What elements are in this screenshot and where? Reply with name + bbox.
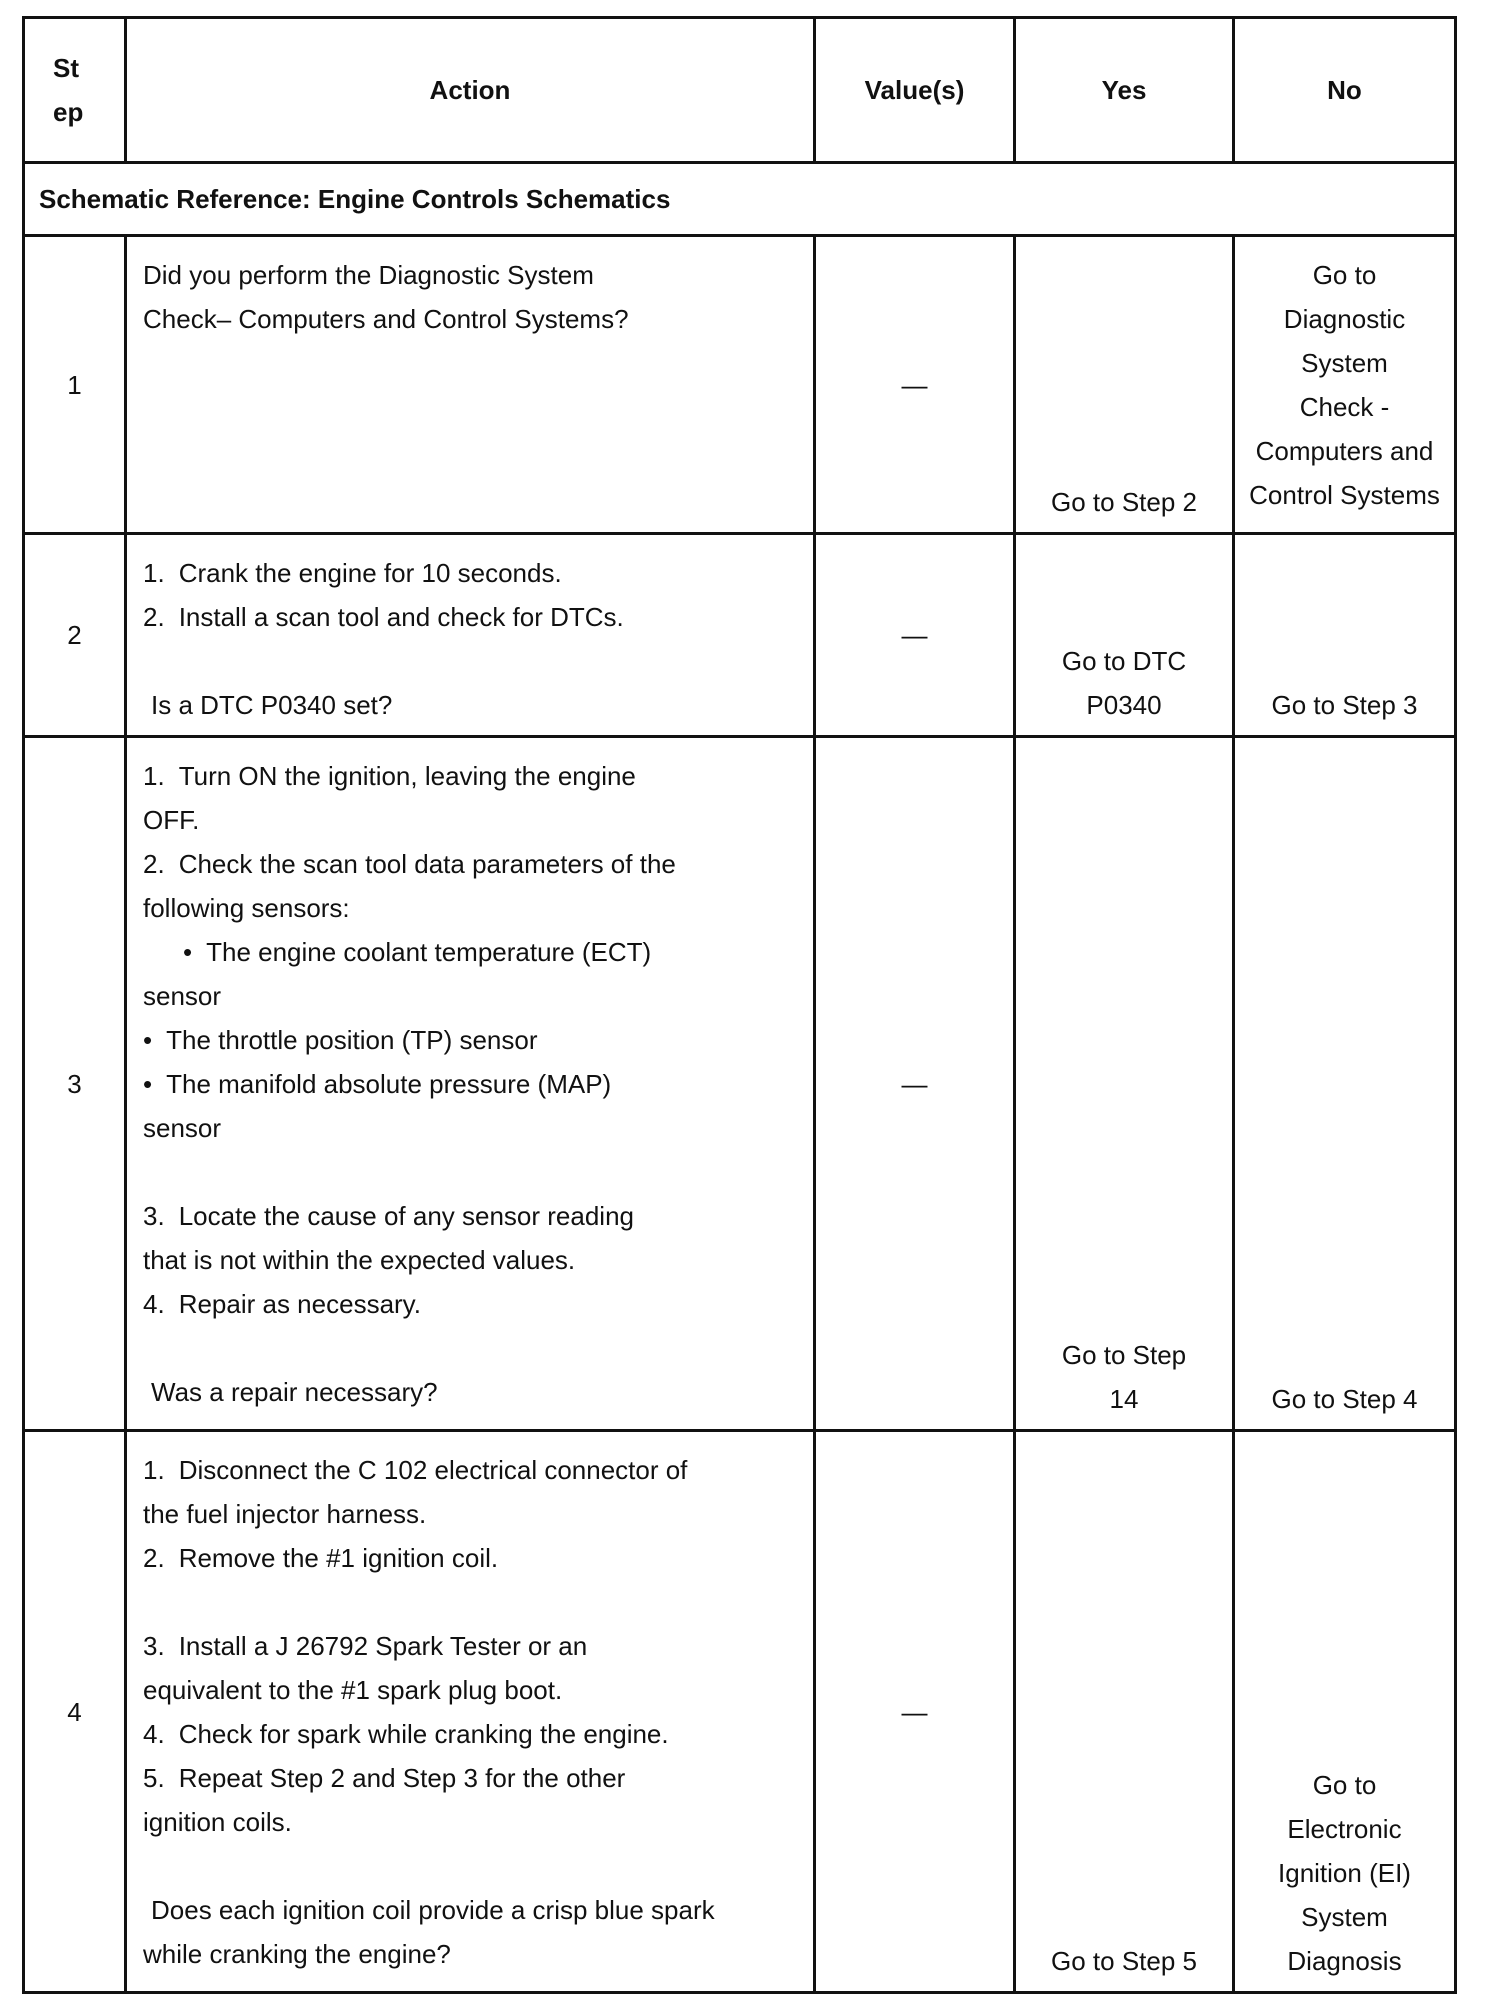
action-line: sensor — [143, 1113, 222, 1143]
action-line — [143, 1536, 803, 1580]
bullet-icon: • — [143, 1025, 153, 1055]
header-step-part2: ep — [53, 97, 84, 127]
bullet-item — [143, 930, 803, 974]
action-line — [143, 1194, 803, 1238]
step-number: 2 — [24, 534, 126, 737]
action-line: ignition coils. — [143, 1807, 292, 1837]
header-step-part1: St — [53, 53, 79, 83]
action-cell — [126, 1431, 815, 1993]
step-number: 1 — [24, 236, 126, 534]
header-values: Value(s) — [815, 18, 1015, 163]
spacer — [143, 1844, 803, 1888]
item-number: 4. — [143, 1719, 165, 1749]
no-line: Go to — [1312, 1770, 1377, 1800]
action-line: sensor — [143, 981, 222, 1011]
item-number: 2. — [143, 849, 165, 879]
no-link[interactable]: Go to Step 4 — [1234, 737, 1456, 1431]
action-line: equivalent to the #1 spark plug boot. — [143, 1675, 563, 1705]
item-text: Install a scan tool and check for DTCs. — [178, 602, 624, 632]
action-question: Is a DTC P0340 set? — [151, 690, 393, 720]
action-cell — [126, 534, 815, 737]
action-question: Does each ignition coil provide a crisp blue spark — [151, 1895, 715, 1925]
action-line: the fuel injector harness. — [143, 1499, 427, 1529]
yes-link[interactable] — [1015, 737, 1234, 1431]
action-line — [143, 1448, 803, 1492]
no-link[interactable] — [1234, 236, 1456, 534]
schematic-reference-row — [24, 163, 1456, 236]
header-yes: Yes — [1015, 18, 1234, 163]
item-text: The manifold absolute pressure (MAP) — [166, 1069, 612, 1099]
item-number: 2. — [143, 1543, 165, 1573]
action-question: while cranking the engine? — [143, 1939, 451, 1969]
value-cell: — — [815, 737, 1015, 1431]
no-line: Check - — [1299, 392, 1390, 422]
no-line: Ignition (EI) — [1278, 1858, 1411, 1888]
header-action: Action — [126, 18, 815, 163]
no-link[interactable] — [1234, 1431, 1456, 1993]
no-line: Go to — [1312, 260, 1377, 290]
bullet-icon: • — [143, 1069, 153, 1099]
item-text: Repeat Step 2 and Step 3 for the other — [178, 1763, 626, 1793]
table-row — [24, 737, 1456, 1431]
no-line: Computers and — [1255, 436, 1434, 466]
yes-line: P0340 — [1086, 690, 1162, 720]
action-question: Was a repair necessary? — [151, 1377, 438, 1407]
diagnostic-table — [22, 16, 1457, 1994]
spacer — [143, 1580, 803, 1624]
item-number: 1. — [143, 1455, 165, 1485]
item-text: Repair as necessary. — [178, 1289, 421, 1319]
item-text: Crank the engine for 10 seconds. — [178, 558, 562, 588]
action-line — [143, 551, 803, 595]
item-number: 1. — [143, 558, 165, 588]
action-cell — [126, 236, 815, 534]
item-text: Check for spark while cranking the engine. — [178, 1719, 669, 1749]
table-row — [24, 236, 1456, 534]
spacer — [143, 639, 803, 683]
bullet-icon: • — [183, 937, 193, 967]
item-number: 3. — [143, 1631, 165, 1661]
item-text: Locate the cause of any sensor reading — [178, 1201, 634, 1231]
item-text: Check the scan tool data parameters of the — [178, 849, 676, 879]
value-cell: — — [815, 236, 1015, 534]
item-text: Remove the #1 ignition coil. — [178, 1543, 499, 1573]
action-line — [143, 842, 803, 886]
item-number: 1. — [143, 761, 165, 791]
step-number: 3 — [24, 737, 126, 1431]
yes-line: 14 — [1109, 1384, 1139, 1414]
value-cell: — — [815, 534, 1015, 737]
header-row — [24, 18, 1456, 163]
action-line — [143, 1624, 803, 1668]
action-cell — [126, 737, 815, 1431]
spacer — [143, 1150, 803, 1194]
action-line: that is not within the expected values. — [143, 1245, 576, 1275]
item-number: 4. — [143, 1289, 165, 1319]
schematic-reference: Schematic Reference: Engine Controls Schematics — [24, 163, 1456, 236]
item-number: 3. — [143, 1201, 165, 1231]
no-line: System — [1301, 1902, 1388, 1932]
item-text: The engine coolant temperature (ECT) — [206, 937, 652, 967]
item-text: Turn ON the ignition, leaving the engine — [178, 761, 636, 791]
yes-line: Go to DTC — [1061, 646, 1187, 676]
action-line — [143, 1756, 803, 1800]
item-text: The throttle position (TP) sensor — [166, 1025, 538, 1055]
header-step — [24, 18, 126, 163]
value-cell: — — [815, 1431, 1015, 1993]
item-number: 5. — [143, 1763, 165, 1793]
bullet-item — [143, 1018, 803, 1062]
action-line: Did you perform the Diagnostic System — [143, 260, 594, 290]
spacer — [143, 1326, 803, 1370]
table-row — [24, 534, 1456, 737]
item-text: Install a J 26792 Spark Tester or an — [178, 1631, 588, 1661]
action-line — [143, 595, 803, 639]
table-row — [24, 1431, 1456, 1993]
action-line — [143, 754, 803, 798]
header-no: No — [1234, 18, 1456, 163]
no-line: Diagnosis — [1287, 1946, 1402, 1976]
no-line: System — [1301, 348, 1388, 378]
action-line — [143, 1282, 803, 1326]
no-line: Electronic — [1287, 1814, 1402, 1844]
yes-link[interactable]: Go to Step 2 — [1015, 236, 1234, 534]
step-number: 4 — [24, 1431, 126, 1993]
item-number: 2. — [143, 602, 165, 632]
item-text: Disconnect the C 102 electrical connector of — [178, 1455, 688, 1485]
action-line: following sensors: — [143, 893, 350, 923]
no-link[interactable]: Go to Step 3 — [1234, 534, 1456, 737]
action-line: Check– Computers and Control Systems? — [143, 304, 629, 334]
no-line: Diagnostic — [1283, 304, 1406, 334]
bullet-item — [143, 1062, 803, 1106]
yes-line: Go to Step — [1061, 1340, 1187, 1370]
action-line — [143, 1712, 803, 1756]
action-line: OFF. — [143, 805, 200, 835]
yes-link[interactable] — [1015, 534, 1234, 737]
yes-link[interactable]: Go to Step 5 — [1015, 1431, 1234, 1993]
no-line: Control Systems — [1249, 480, 1440, 510]
